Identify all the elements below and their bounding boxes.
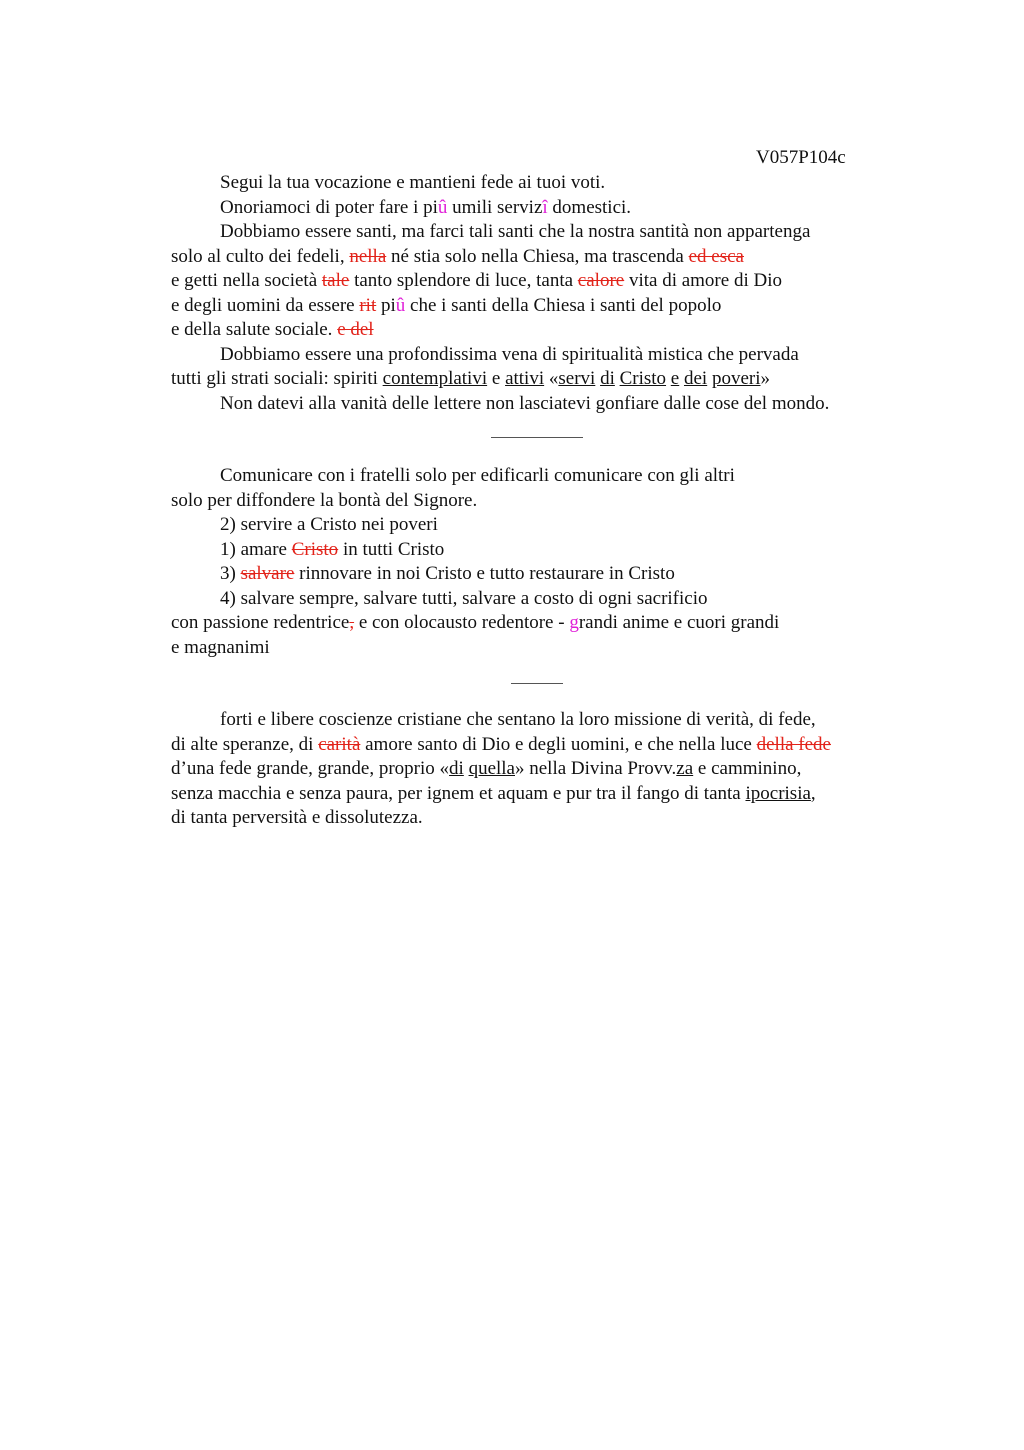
text-line — [171, 220, 911, 245]
deleted-text: salvare — [240, 563, 295, 584]
text-run: e camminino, — [693, 758, 802, 779]
text-line — [171, 636, 911, 661]
text-run: di tanta perversità e dissolutezza. — [171, 807, 423, 828]
section-divider-1 — [491, 437, 583, 438]
text-run: Comunicare con i fratelli solo per edificarli comunicare con gli altri — [220, 465, 735, 486]
text-run: » nella Divina Provv. — [515, 758, 677, 779]
text-line — [171, 343, 911, 368]
text-run: e magnanimi — [171, 636, 270, 658]
text-line — [171, 611, 911, 636]
text-run: rinnovare in noi Cristo e tutto restaurare in Cristo — [294, 563, 675, 584]
text-line — [171, 196, 911, 221]
inserted-text: û — [395, 294, 406, 316]
text-line — [171, 367, 911, 392]
text-run: 3) — [220, 563, 241, 584]
deleted-text: e del — [337, 319, 374, 340]
paragraph-block-2 — [171, 464, 911, 660]
deleted-text: carità — [318, 733, 361, 755]
underlined-text: za — [676, 758, 694, 779]
text-line — [171, 171, 911, 196]
underlined-text: contemplativi — [382, 368, 488, 389]
underlined-text: di — [449, 758, 464, 779]
text-line — [171, 392, 911, 417]
text-run: Onoriamoci di poter fare i pi — [220, 196, 438, 218]
text-run: amore santo di Dio e degli uomini, e che nella luce — [360, 733, 757, 755]
text-line — [171, 587, 911, 612]
deleted-text: nella — [349, 245, 387, 267]
text-run: « — [544, 368, 559, 389]
deleted-text: rit — [359, 294, 377, 316]
deleted-text: ed esca — [688, 245, 744, 267]
text-line — [171, 294, 911, 319]
section-divider-2 — [511, 683, 563, 684]
text-run: che i santi della Chiesa i santi del popolo — [405, 294, 722, 316]
inserted-text: g — [569, 612, 579, 633]
text-run: e — [487, 368, 506, 389]
text-run: » — [760, 368, 770, 389]
inserted-text: û — [437, 196, 448, 218]
deleted-text: Cristo — [291, 538, 339, 560]
text-run: , — [810, 782, 816, 804]
text-line — [171, 538, 911, 563]
deleted-text: calore — [577, 270, 625, 291]
text-run: Non datevi alla vanità delle lettere non lasciatevi gonfiare dalle cose del mondo. — [220, 392, 830, 414]
text-run: di alte speranze, di — [171, 733, 319, 755]
underlined-text: di — [600, 368, 615, 389]
text-run: umili serviz — [447, 196, 543, 218]
text-run: solo al culto dei fedeli, — [171, 245, 350, 267]
text-run: Dobbiamo essere una profondissima vena di spiritualità mistica che pervada — [220, 343, 799, 365]
deleted-text: tale — [321, 270, 350, 291]
text-run: tanto splendore di luce, tanta — [349, 270, 578, 291]
inserted-text: î — [542, 196, 548, 218]
underlined-text: ipocrisia — [745, 782, 811, 804]
underlined-text: dei — [683, 368, 708, 389]
text-run: né stia solo nella Chiesa, ma trascenda — [386, 245, 689, 267]
underlined-text: quella — [468, 758, 515, 779]
text-run: tutti gli strati sociali: spiriti — [171, 368, 383, 389]
text-run: domestici. — [547, 196, 632, 218]
text-run: in tutti Cristo — [338, 538, 445, 560]
text-line — [171, 318, 911, 343]
text-run: e getti nella società — [171, 270, 322, 291]
deleted-text: , — [349, 612, 355, 633]
text-run: 2) servire a Cristo nei poveri — [220, 514, 438, 535]
text-line — [171, 806, 911, 831]
text-run: e con olocausto redentore - — [354, 612, 570, 633]
text-run: 1) amare — [220, 538, 292, 560]
underlined-text: attivi — [505, 368, 545, 389]
text-run: Segui la tua vocazione e mantieni fede ai tuoi voti. — [220, 172, 606, 193]
text-line — [171, 489, 911, 514]
underlined-text: Cristo — [619, 368, 667, 389]
text-run: solo per diffondere la bontà del Signore. — [171, 489, 478, 511]
text-run: randi anime e cuori grandi — [578, 612, 780, 633]
text-line — [171, 245, 911, 270]
paragraph-block-3 — [171, 708, 911, 831]
text-run: senza macchia e senza paura, per ignem et aquam e pur tra il fango di tanta — [171, 782, 746, 804]
paragraph-block-1 — [171, 171, 911, 416]
text-line — [171, 782, 911, 807]
text-run: vita di amore di Dio — [624, 270, 782, 291]
text-line — [171, 562, 911, 587]
document-reference-code: V057P104c — [756, 147, 846, 168]
text-line — [171, 513, 911, 538]
text-line — [171, 757, 911, 782]
text-run: e degli uomini da essere — [171, 294, 360, 316]
text-run: 4) salvare sempre, salvare tutti, salvare a costo di ogni sacrificio — [220, 587, 708, 609]
text-run: con passione redentrice — [171, 612, 350, 633]
underlined-text: poveri — [711, 368, 761, 389]
text-line — [171, 269, 911, 294]
text-line — [171, 733, 911, 758]
text-run: e della salute sociale. — [171, 319, 338, 340]
text-line — [171, 708, 911, 733]
underlined-text: servi — [558, 368, 596, 389]
text-run: d’una fede grande, grande, proprio « — [171, 758, 450, 779]
underlined-text: e — [670, 368, 680, 389]
deleted-text: della fede — [756, 733, 831, 755]
text-run: pi — [376, 294, 396, 316]
text-run: forti e libere coscienze cristiane che sentano la loro missione di verità, di fede, — [220, 709, 816, 730]
text-line — [171, 464, 911, 489]
text-run: Dobbiamo essere santi, ma farci tali santi che la nostra santità non appartenga — [220, 221, 811, 242]
